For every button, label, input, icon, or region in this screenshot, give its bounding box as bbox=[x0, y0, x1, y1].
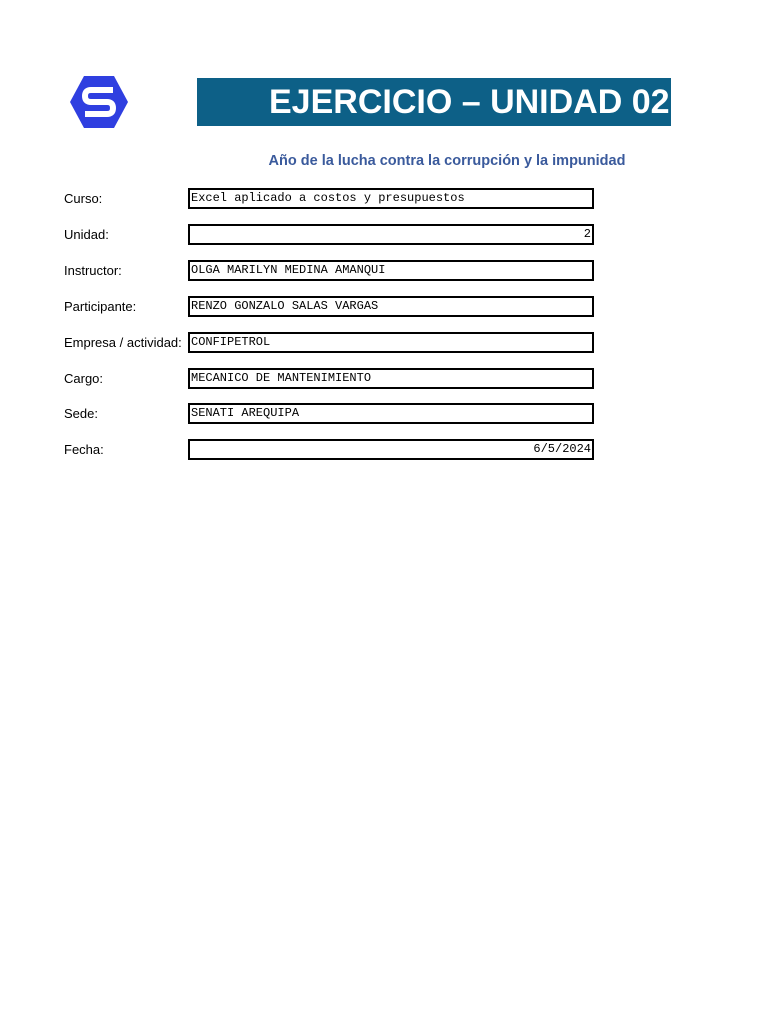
page-subtitle: Año de la lucha contra la corrupción y la impunidad bbox=[268, 153, 626, 169]
form-row-fecha bbox=[0, 439, 768, 461]
senati-logo-icon bbox=[70, 75, 128, 129]
form-row-participante bbox=[0, 296, 768, 318]
sede-field[interactable]: SENATI AREQUIPA bbox=[188, 403, 594, 424]
empresa-label: Empresa / actividad: bbox=[64, 335, 182, 350]
form-row-unidad bbox=[0, 224, 768, 246]
curso-label: Curso: bbox=[64, 191, 103, 206]
fecha-label: Fecha: bbox=[64, 442, 104, 457]
sede-label: Sede: bbox=[64, 406, 98, 421]
unidad-field[interactable]: 2 bbox=[188, 224, 594, 245]
page-title: EJERCICIO – UNIDAD 02 bbox=[269, 83, 670, 121]
instructor-field[interactable]: OLGA MARILYN MEDINA AMANQUI bbox=[188, 260, 594, 281]
unidad-label: Unidad: bbox=[64, 227, 109, 242]
empresa-field[interactable]: CONFIPETROL bbox=[188, 332, 594, 353]
form-row-sede bbox=[0, 403, 768, 425]
form-row-instructor bbox=[0, 260, 768, 282]
participante-label: Participante: bbox=[64, 299, 137, 314]
cargo-field[interactable]: MECANICO DE MANTENIMIENTO bbox=[188, 368, 594, 389]
title-bar bbox=[197, 78, 671, 126]
fecha-field[interactable]: 6/5/2024 bbox=[188, 439, 594, 460]
curso-field[interactable]: Excel aplicado a costos y presupuestos bbox=[188, 188, 594, 209]
instructor-label: Instructor: bbox=[64, 263, 122, 278]
participante-field[interactable]: RENZO GONZALO SALAS VARGAS bbox=[188, 296, 594, 317]
cargo-label: Cargo: bbox=[64, 371, 104, 386]
form-row-empresa bbox=[0, 332, 768, 354]
form-row-curso bbox=[0, 188, 768, 210]
form-row-cargo bbox=[0, 368, 768, 390]
